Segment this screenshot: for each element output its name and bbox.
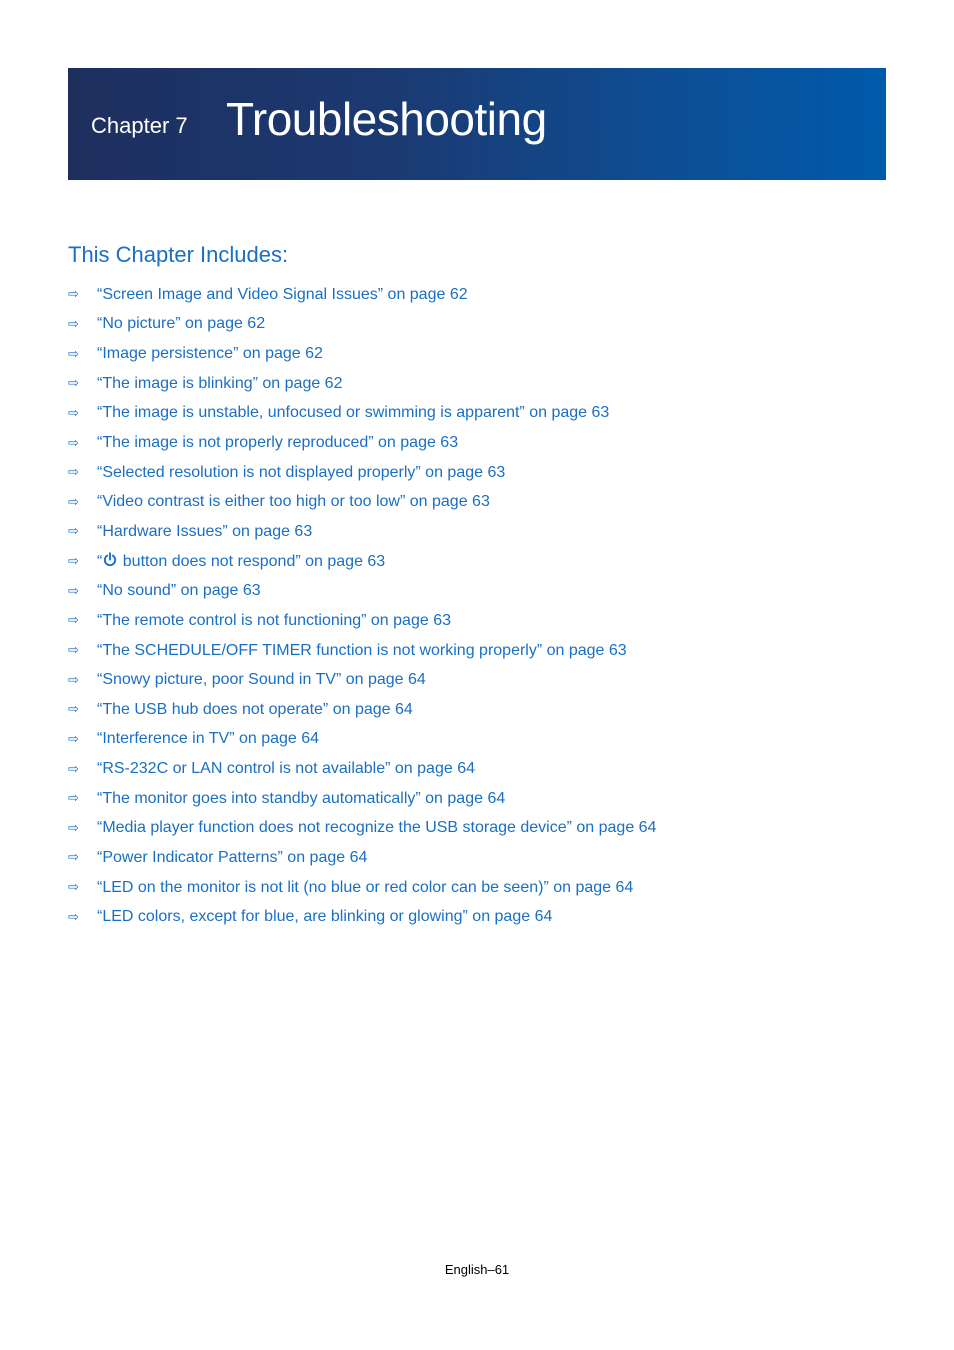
- right-arrow-outline-icon: ⇨: [68, 583, 79, 599]
- power-icon: [103, 552, 117, 572]
- toc-item: [68, 814, 656, 844]
- right-arrow-outline-icon: ⇨: [68, 791, 79, 807]
- right-arrow-outline-icon: ⇨: [68, 643, 79, 658]
- toc-link[interactable]: “The image is unstable, unfocused or swimming is apparent” on page 63: [97, 404, 610, 422]
- toc-item: [68, 606, 656, 636]
- chapter-banner: [68, 68, 886, 180]
- toc-item: [68, 695, 656, 725]
- toc-link[interactable]: “The monitor goes into standby automatically” on page 64: [97, 789, 506, 807]
- right-arrow-outline-icon: ⇨: [68, 376, 79, 392]
- toc-item: [68, 725, 656, 755]
- toc-item: [68, 428, 656, 458]
- toc-link[interactable]: [97, 552, 385, 572]
- right-arrow-outline-icon: ⇨: [68, 850, 79, 866]
- right-arrow-outline-icon: ⇨: [68, 435, 79, 451]
- right-arrow-outline-icon: ⇨: [68, 909, 79, 925]
- right-arrow-outline-icon: ⇨: [68, 316, 79, 332]
- toc-item: [68, 754, 656, 784]
- right-arrow-outline-icon: ⇨: [68, 465, 79, 481]
- toc-item: [68, 636, 656, 666]
- toc-item: [68, 280, 656, 310]
- section-heading: This Chapter Includes:: [68, 242, 289, 267]
- toc-link[interactable]: “The remote control is not functioning” on page 63: [97, 611, 451, 629]
- toc-item: [68, 576, 656, 606]
- toc-link[interactable]: “LED colors, except for blue, are blinking or glowing” on page 64: [97, 908, 553, 926]
- right-arrow-outline-icon: ⇨: [68, 731, 79, 747]
- right-arrow-outline-icon: ⇨: [68, 287, 79, 303]
- toc-link[interactable]: “RS-232C or LAN control is not available” on page 64: [97, 760, 475, 778]
- right-arrow-outline-icon: ⇨: [68, 820, 79, 836]
- right-arrow-outline-icon: ⇨: [68, 613, 79, 629]
- toc-item: [68, 458, 656, 488]
- toc-link[interactable]: “Media player function does not recognize the USB storage device” on page 64: [97, 819, 657, 837]
- toc-link[interactable]: “The SCHEDULE/OFF TIMER function is not working properly” on page 63: [97, 641, 627, 659]
- toc-item: [68, 547, 656, 577]
- right-arrow-outline-icon: ⇨: [68, 672, 79, 688]
- toc-link[interactable]: “The image is blinking” on page 62: [97, 374, 343, 392]
- toc-item: [68, 784, 656, 814]
- toc-link-text-after: button does not respond” on page 63: [118, 552, 386, 570]
- toc-item: [68, 369, 656, 399]
- toc-item: [68, 517, 656, 547]
- right-arrow-outline-icon: ⇨: [68, 880, 79, 896]
- toc-link[interactable]: “Hardware Issues” on page 63: [97, 522, 313, 540]
- toc-item: [68, 902, 656, 932]
- toc-link[interactable]: “Selected resolution is not displayed properly” on page 63: [97, 463, 506, 481]
- table-of-contents: [68, 280, 656, 932]
- toc-item: [68, 339, 656, 369]
- toc-link[interactable]: “The USB hub does not operate” on page 64: [97, 700, 413, 718]
- toc-link[interactable]: “Snowy picture, poor Sound in TV” on page 64: [97, 671, 426, 689]
- toc-link[interactable]: “No sound” on page 63: [97, 582, 261, 600]
- toc-item: [68, 399, 656, 429]
- toc-link[interactable]: “Interference in TV” on page 64: [97, 730, 320, 748]
- right-arrow-outline-icon: ⇨: [68, 494, 79, 510]
- page-number: English–61: [444, 1262, 510, 1277]
- toc-link[interactable]: “No picture” on page 62: [97, 315, 266, 333]
- page-title: Troubleshooting: [226, 93, 547, 145]
- toc-link[interactable]: “Power Indicator Patterns” on page 64: [97, 848, 368, 866]
- toc-item: [68, 873, 656, 903]
- chapter-label: Chapter 7: [91, 113, 188, 138]
- right-arrow-outline-icon: ⇨: [68, 761, 79, 777]
- toc-item: [68, 843, 656, 873]
- right-arrow-outline-icon: ⇨: [68, 346, 79, 362]
- right-arrow-outline-icon: ⇨: [68, 702, 79, 718]
- toc-link[interactable]: “LED on the monitor is not lit (no blue or red color can be seen)” on page 64: [97, 878, 634, 896]
- toc-item: [68, 310, 656, 340]
- right-arrow-outline-icon: ⇨: [68, 405, 79, 421]
- right-arrow-outline-icon: ⇨: [68, 554, 79, 570]
- toc-link[interactable]: “Video contrast is either too high or too low” on page 63: [97, 493, 490, 511]
- toc-link-text-before: “: [97, 552, 103, 570]
- toc-link[interactable]: “The image is not properly reproduced” on page 63: [97, 434, 459, 452]
- toc-item: [68, 665, 656, 695]
- toc-link[interactable]: “Image persistence” on page 62: [97, 345, 323, 363]
- toc-link[interactable]: “Screen Image and Video Signal Issues” on page 62: [97, 285, 468, 303]
- toc-item: [68, 487, 656, 517]
- right-arrow-outline-icon: ⇨: [68, 524, 79, 540]
